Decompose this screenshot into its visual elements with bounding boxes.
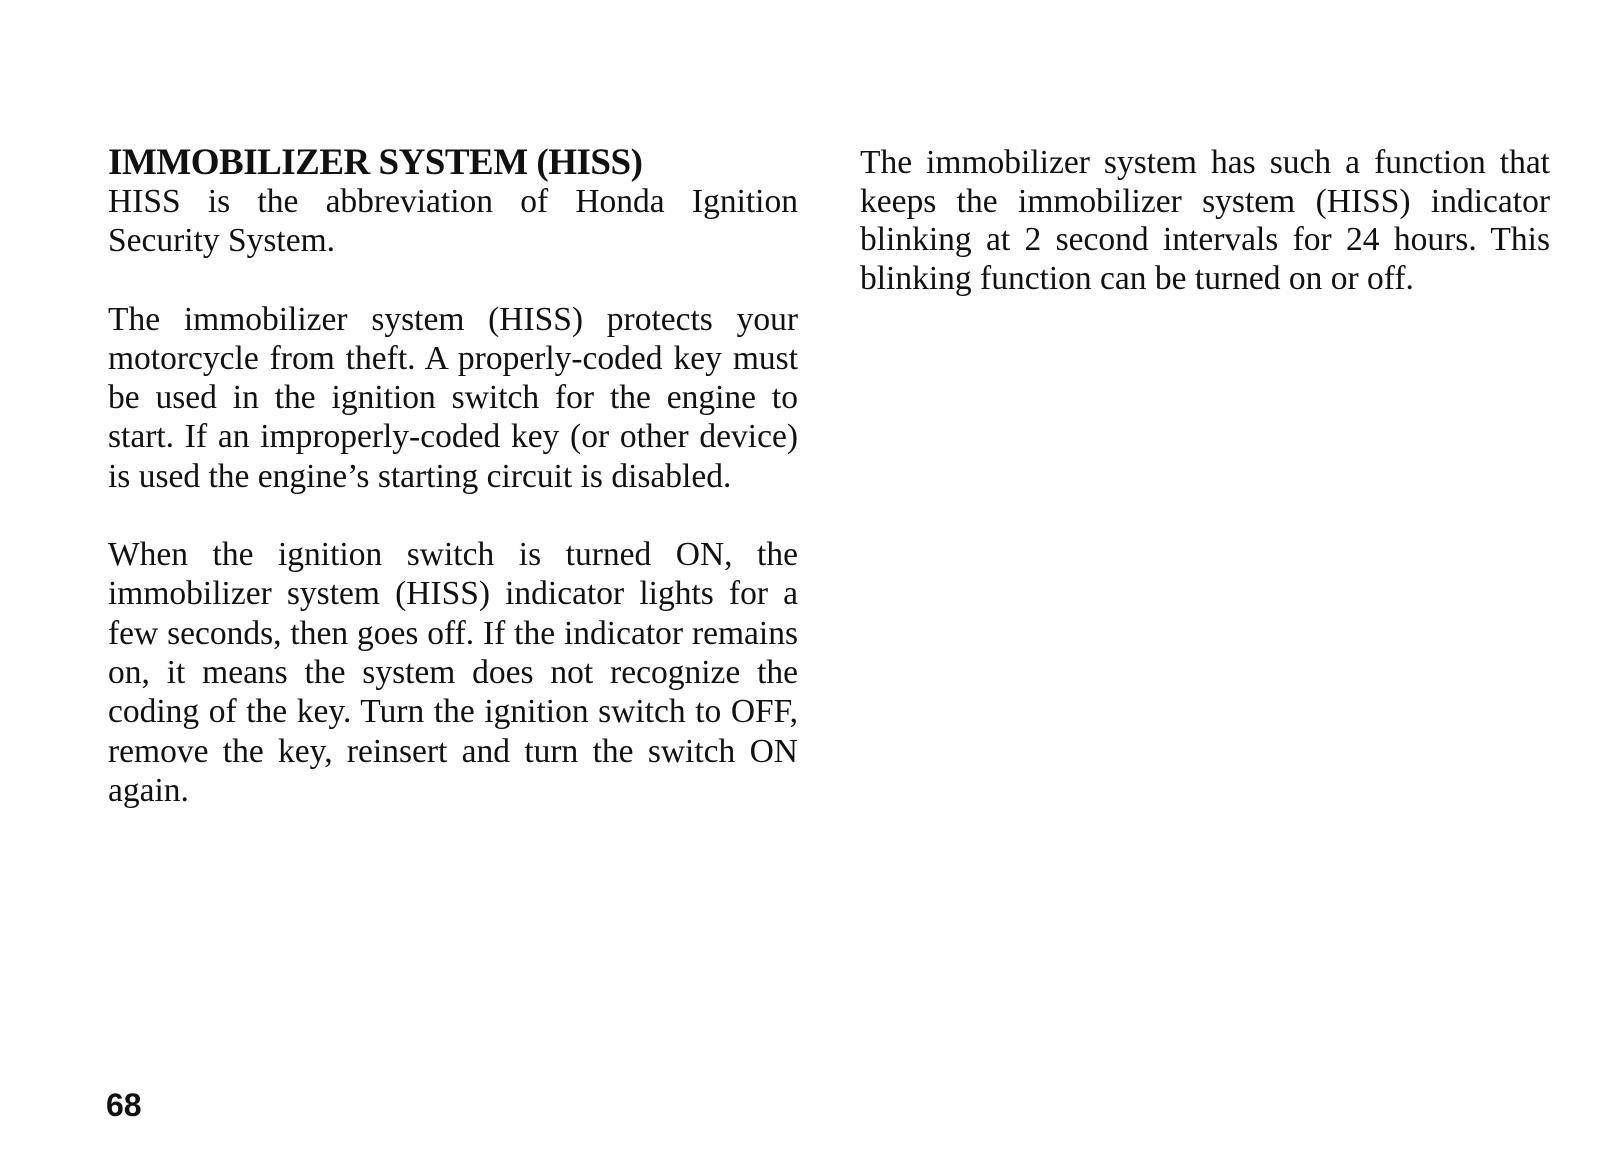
page-number: 68 [106,1087,142,1123]
right-column [860,144,1550,298]
paragraph-blinking-function: The immobilizer system has such a function that keeps the immobilizer system (HISS) indicator blinking at 2 second intervals for 24 hours. This blinking function can be turned on or off. [860,144,1550,297]
left-column [108,144,798,810]
paragraph-indicator-operation: When the ignition switch is turned ON, the immobilizer system (HISS) indicator lights for a few seconds, then goes off. If the indicator remains on, it means the system does not recognize the coding of the key. Turn the ignition switch to OFF, remove the key, reinsert and turn the switch ON again. [108,536,798,809]
paragraph-abbreviation: HISS is the abbreviation of Honda Ignition Security System. [108,183,798,260]
paragraph-theft-protection: The immobilizer system (HISS) protects your motorcycle from theft. A properly-coded key must be used in the ignition switch for the engine to start. If an improperly-coded key (or other device) is used the engine’s starting circuit is disabled. [108,300,798,495]
section-heading: IMMOBILIZER SYSTEM (HISS) [108,142,643,183]
